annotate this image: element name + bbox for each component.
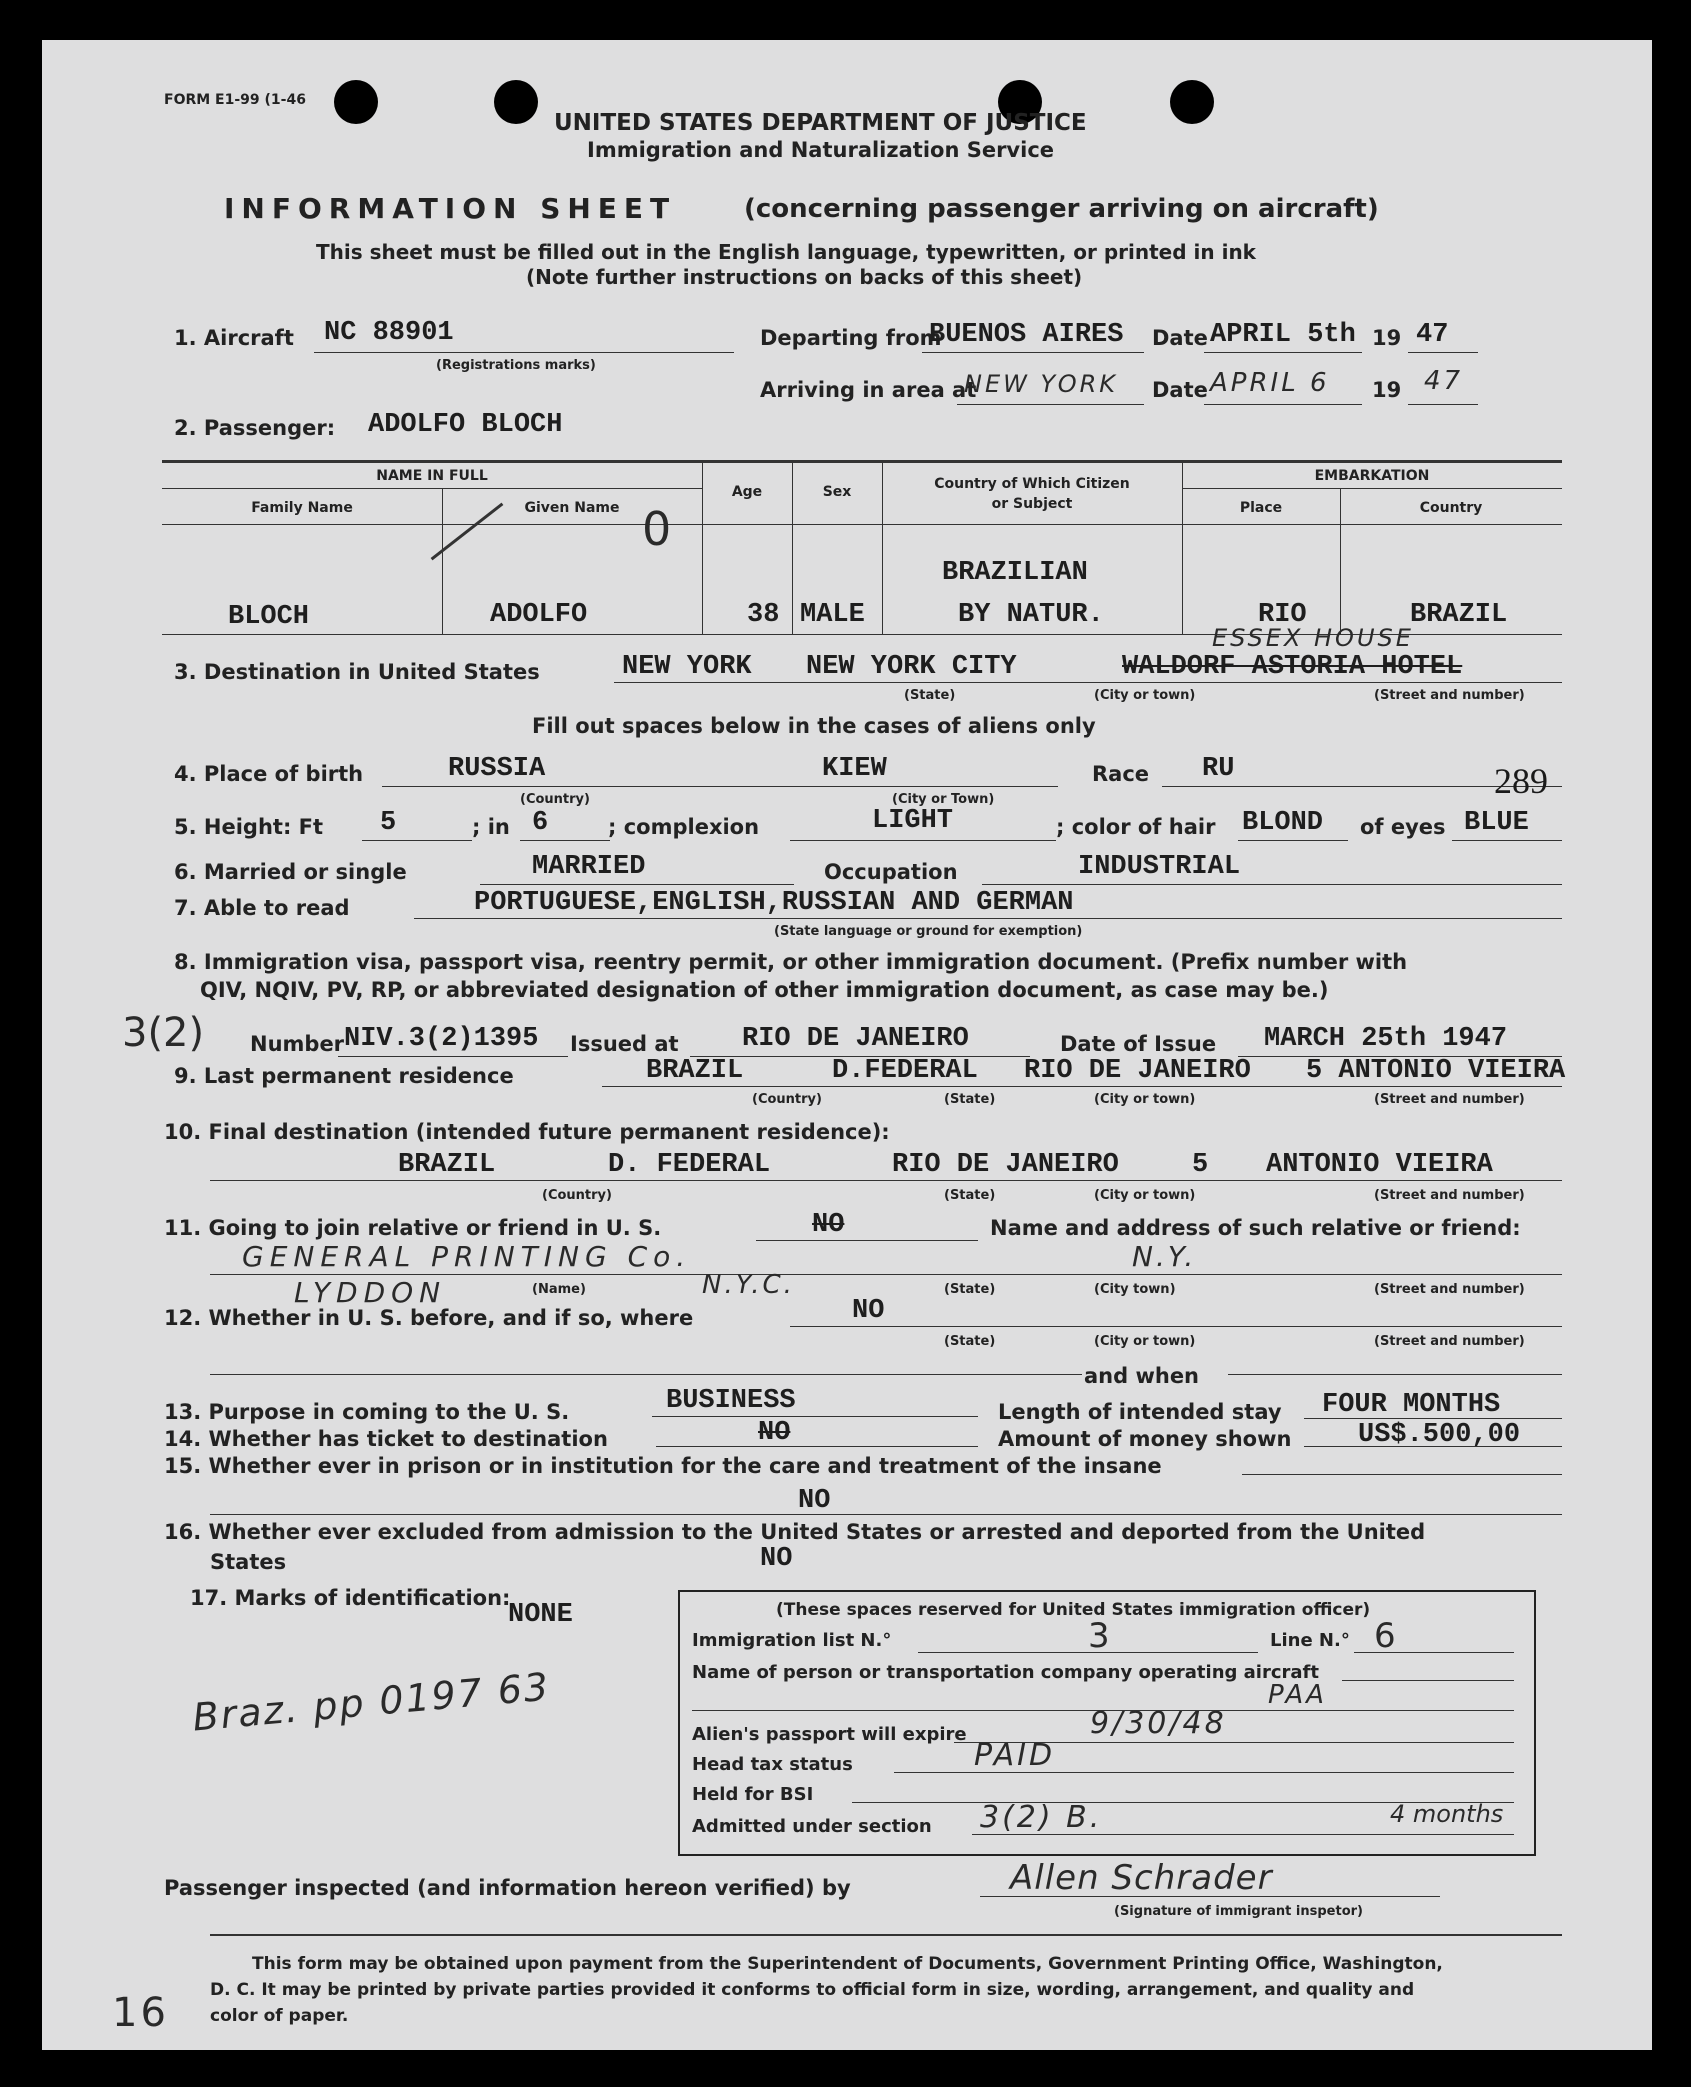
cap-res-street: (Street and number)	[1374, 1092, 1525, 1107]
arriving-year-prefix: 19	[1372, 378, 1402, 402]
residence-state: D.FEDERAL	[832, 1056, 978, 1086]
citizen-value-2: BY NATUR.	[958, 600, 1104, 630]
footer-line-3: color of paper.	[210, 2006, 349, 2026]
company-label: Name of person or transportation company operating aircraft	[692, 1662, 1319, 1683]
cap-street: (Street and number)	[1374, 688, 1525, 703]
arriving-label: Arriving in area at	[760, 378, 977, 402]
cap-join-name: (Name)	[532, 1282, 586, 1297]
official-box-title: (These spaces reserved for United States immigration officer)	[776, 1600, 1371, 1620]
stay-value: FOUR MONTHS	[1322, 1390, 1501, 1420]
aliens-note: Fill out spaces below in the cases of aliens only	[532, 714, 1096, 738]
excluded-label-1: 16. Whether ever excluded from admission to the United States or arrested and deported from the United	[164, 1520, 1426, 1544]
before-label: 12. Whether in U. S. before, and if so, where	[164, 1306, 694, 1330]
passenger-label: 2. Passenger:	[174, 416, 336, 440]
passenger-value: ADOLFO BLOCH	[368, 410, 563, 440]
complexion-value: LIGHT	[872, 806, 954, 836]
department: UNITED STATES DEPARTMENT OF JUSTICE	[554, 110, 1087, 136]
visa-text-1: 8. Immigration visa, passport visa, reentry permit, or other immigration document. (Prefix number with	[174, 950, 1408, 974]
eyes-label: of eyes	[1360, 815, 1446, 839]
residence-country: BRAZIL	[646, 1056, 744, 1086]
and-when-label: and when	[1084, 1364, 1200, 1388]
inspected-label: Passenger inspected (and information hereon verified) by	[164, 1876, 851, 1900]
cap-res-city: (City or town)	[1094, 1092, 1196, 1107]
money-value: US$.500,00	[1358, 1420, 1521, 1450]
form-number: FORM E1-99 (1-46	[164, 92, 306, 108]
destination-street-handwritten: ESSEX HOUSE	[1212, 624, 1414, 652]
sex-value: MALE	[800, 600, 865, 630]
aircraft-value: NC 88901	[324, 318, 454, 348]
stay-label: Length of intended stay	[998, 1400, 1282, 1424]
departing-date-value: APRIL 5th	[1210, 320, 1356, 350]
read-label: 7. Able to read	[174, 896, 350, 920]
cap-join-street: (Street and number)	[1374, 1282, 1525, 1297]
read-value: PORTUGUESE,ENGLISH,RUSSIAN AND GERMAN	[474, 888, 1074, 918]
residence-label: 9. Last permanent residence	[174, 1064, 514, 1088]
cap-state: (State)	[904, 688, 956, 703]
col-emb-country: Country	[1419, 500, 1483, 516]
before-value: NO	[852, 1296, 885, 1326]
visa-number-value: NIV.3(2)1395	[344, 1024, 539, 1054]
passport-value: 9/30/48	[1090, 1706, 1227, 1741]
passport-label: Alien's passport will expire	[692, 1724, 967, 1745]
inspector-signature: Allen Schrader	[1010, 1858, 1273, 1898]
punch-hole	[1170, 80, 1214, 124]
cap-final-state: (State)	[944, 1188, 996, 1203]
col-country-citizen: Country of Which Citizen	[934, 476, 1130, 492]
residence-street: 5 ANTONIO VIEIRA	[1306, 1056, 1566, 1086]
company-value: PAA	[1268, 1680, 1327, 1710]
punch-hole	[494, 80, 538, 124]
arriving-value: NEW YORK	[964, 370, 1119, 398]
married-label: 6. Married or single	[174, 860, 407, 884]
age-value: 38	[747, 600, 780, 630]
form-title: INFORMATION SHEET	[224, 192, 677, 225]
cap-birth-country: (Country)	[520, 792, 590, 807]
embark-country-value: BRAZIL	[1410, 600, 1508, 630]
ticket-value: NO	[758, 1418, 791, 1448]
final-country: BRAZIL	[398, 1150, 496, 1180]
prison-value: NO	[798, 1486, 831, 1516]
eyes-value: BLUE	[1464, 808, 1529, 838]
occupation-value: INDUSTRIAL	[1078, 852, 1241, 882]
cap-final-street: (Street and number)	[1374, 1188, 1525, 1203]
tax-label: Head tax status	[692, 1754, 853, 1775]
given-name-value: ADOLFO	[490, 600, 588, 630]
married-value: MARRIED	[532, 852, 646, 882]
hair-label: ; color of hair	[1056, 815, 1216, 839]
height-ft: 5	[380, 808, 397, 838]
money-label: Amount of money shown	[998, 1427, 1292, 1451]
citizen-value-1: BRAZILIAN	[942, 558, 1088, 588]
cap-before-state: (State)	[944, 1334, 996, 1349]
arriving-date-label: Date	[1152, 378, 1208, 402]
join-value: NO	[812, 1210, 845, 1240]
footer-line-2: D. C. It may be printed by private parties provided it conforms to official form in size, wording, arrangement, and quality and	[210, 1980, 1415, 2000]
family-name-value: BLOCH	[228, 602, 310, 632]
visa-issued-value: RIO DE JANEIRO	[742, 1024, 969, 1054]
visa-text-2: QIV, NQIV, PV, RP, or abbreviated designation of other immigration document, as case may be.)	[200, 978, 1329, 1002]
departing-year-value: 47	[1416, 320, 1449, 350]
purpose-value: BUSINESS	[666, 1386, 796, 1416]
birth-country: RUSSIA	[448, 754, 546, 784]
join-handwritten-city: N.Y.C.	[702, 1270, 795, 1300]
departing-value: BUENOS AIRES	[929, 320, 1124, 350]
aircraft-label: 1. Aircraft	[174, 326, 294, 350]
cap-join-state: (State)	[944, 1282, 996, 1297]
form-title-sub: (concerning passenger arriving on aircraft)	[744, 194, 1379, 224]
col-family-name: Family Name	[251, 500, 353, 516]
marks-value: NONE	[508, 1600, 573, 1630]
birth-label: 4. Place of birth	[174, 762, 364, 786]
join-name-addr-label: Name and address of such relative or friend:	[990, 1216, 1521, 1240]
join-handwritten-company: GENERAL PRINTING Co.	[242, 1240, 692, 1273]
cap-birth-city: (City or Town)	[892, 792, 995, 807]
aircraft-caption: (Registrations marks)	[436, 358, 596, 373]
final-num: 5	[1192, 1150, 1209, 1180]
cap-before-city: (City or town)	[1094, 1334, 1196, 1349]
bsi-label: Held for BSI	[692, 1784, 814, 1805]
col-given-name: Given Name	[524, 500, 620, 516]
height-in-label: ; in	[472, 815, 510, 839]
section-value: 3(2) B.	[980, 1800, 1103, 1835]
form-sheet	[42, 40, 1652, 2050]
departing-label: Departing from	[760, 326, 942, 350]
ticket-label: 14. Whether has ticket to destination	[164, 1427, 608, 1451]
instruction-note: (Note further instructions on backs of this sheet)	[526, 265, 1083, 289]
read-caption: (State language or ground for exemption)	[774, 924, 1083, 939]
visa-margin-handwritten: 3(2)	[122, 1010, 205, 1056]
list-label: Immigration list N.°	[692, 1630, 892, 1651]
visa-doi-label: Date of Issue	[1060, 1032, 1217, 1056]
race-value: RU	[1202, 754, 1235, 784]
embark-place-value: RIO	[1258, 600, 1307, 630]
cap-join-city: (City town)	[1094, 1282, 1176, 1297]
visa-number-label: Number	[250, 1032, 345, 1056]
purpose-label: 13. Purpose in coming to the U. S.	[164, 1400, 570, 1424]
prison-label: 15. Whether ever in prison or in institution for the care and treatment of the insane	[164, 1454, 1162, 1478]
destination-label: 3. Destination in United States	[174, 660, 540, 684]
punch-hole	[334, 80, 378, 124]
col-name-in-full: NAME IN FULL	[376, 468, 488, 484]
line-label: Line N.°	[1270, 1630, 1350, 1651]
complexion-label: ; complexion	[608, 815, 760, 839]
destination-street: WALDORF ASTORIA HOTEL	[1122, 652, 1463, 682]
final-street: ANTONIO VIEIRA	[1266, 1150, 1493, 1180]
departing-year-prefix: 19	[1372, 326, 1402, 350]
occupation-label: Occupation	[824, 860, 958, 884]
service: Immigration and Naturalization Service	[587, 138, 1055, 162]
cap-final-city: (City or town)	[1094, 1188, 1196, 1203]
residence-city: RIO DE JANEIRO	[1024, 1056, 1251, 1086]
visa-doi-value: MARCH 25th 1947	[1264, 1024, 1508, 1054]
section-label: Admitted under section	[692, 1816, 932, 1837]
excluded-label-2: States	[210, 1550, 287, 1574]
join-handwritten-state: N.Y.	[1132, 1240, 1197, 1273]
cap-final-country: (Country)	[542, 1188, 612, 1203]
arriving-date-value: APRIL 6	[1210, 368, 1330, 398]
tax-value: PAID	[974, 1738, 1056, 1773]
cap-res-country: (Country)	[752, 1092, 822, 1107]
departing-date-label: Date	[1152, 326, 1208, 350]
col-embarkation: EMBARKATION	[1314, 468, 1430, 484]
birth-city: KIEW	[822, 754, 887, 784]
cap-res-state: (State)	[944, 1092, 996, 1107]
line-value: 6	[1374, 1616, 1399, 1656]
excluded-value: NO	[760, 1544, 793, 1574]
final-state: D. FEDERAL	[608, 1150, 771, 1180]
height-in: 6	[532, 808, 549, 838]
corner-handwritten: 16	[112, 1990, 169, 2036]
marks-handwritten-note: Braz. pp 0197 63	[190, 1664, 552, 1740]
join-label: 11. Going to join relative or friend in U. S.	[164, 1216, 662, 1240]
height-label: 5. Height: Ft	[174, 815, 324, 839]
col-sex: Sex	[822, 484, 852, 500]
margin-number: 289	[1494, 761, 1548, 801]
arriving-year-value: 47	[1424, 366, 1464, 396]
marks-label: 17. Marks of identification:	[190, 1586, 511, 1610]
col-country-citizen-2: or Subject	[991, 496, 1073, 512]
destination-city: NEW YORK CITY	[806, 652, 1017, 682]
destination-state: NEW YORK	[622, 652, 752, 682]
race-label: Race	[1092, 762, 1150, 786]
signature-caption: (Signature of immigrant inspetor)	[1114, 1904, 1363, 1919]
visa-issued-label: Issued at	[570, 1032, 679, 1056]
footer-line-1: This form may be obtained upon payment from the Superintendent of Documents, Government Printing Office, Washington,	[252, 1954, 1443, 1974]
col-age: Age	[731, 484, 763, 500]
given-name-mark: 0	[642, 502, 675, 556]
col-place: Place	[1239, 500, 1283, 516]
final-city: RIO DE JANEIRO	[892, 1150, 1119, 1180]
join-handwritten-name: LYDDON	[294, 1276, 447, 1309]
instruction: This sheet must be filled out in the English language, typewritten, or printed in ink	[316, 240, 1256, 264]
cap-city: (City or town)	[1094, 688, 1196, 703]
section-months: 4 months	[1390, 1800, 1504, 1828]
hair-value: BLOND	[1242, 808, 1324, 838]
list-value: 3	[1088, 1616, 1113, 1656]
cap-before-street: (Street and number)	[1374, 1334, 1525, 1349]
final-label: 10. Final destination (intended future permanent residence):	[164, 1120, 890, 1144]
